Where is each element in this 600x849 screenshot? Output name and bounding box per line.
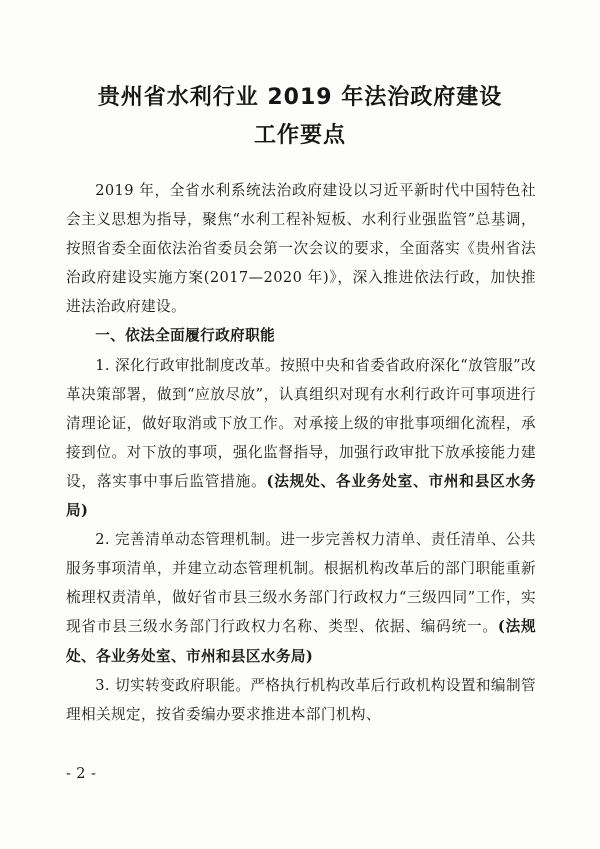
intro-paragraph: 2019 年，全省水利系统法治政府建设以习近平新时代中国特色社会主义思想为指导，聚焦“水利工程补短板、水利行业强监管”总基调，按照省委全面依法治省委员会第一次会议的要求，全面落实《贵州省法治政府建设实施方案(2017—2020 年)》，深入推进依法行政，加快推进法治政府建设。	[66, 182, 536, 316]
document-title-line1: 贵州省水利行业 2019 年法治政府建设	[97, 85, 503, 110]
page-number: - 2 -	[66, 766, 97, 782]
item-1-departments: (法规处、各业务处室、市州和县区水务局)	[66, 472, 536, 520]
item-2-paragraph	[66, 525, 536, 670]
section-heading: 一、依法全面履行政府职能	[95, 327, 276, 345]
document-title-line2: 工作要点	[253, 123, 346, 148]
document-body	[66, 176, 536, 729]
item-1-text: 1. 深化行政审批制度改革。按照中央和省委省政府深化“放管服”改革决策部署，做到“应放尽放”，认真组织对现有水利行政许可事项进行清理论证，做好取消或下放工作。对承接上级的审批事项细化流程，承接到位。对下放的事项，强化监督指导，加强行政审批下放承接能力建设，落实事中事后监管措施。	[66, 356, 536, 490]
item-3-paragraph: 3. 切实转变政府职能。严格执行机构改革后行政机构设置和编制管理相关规定，按省委编办要求推进本部门机构、	[66, 676, 536, 723]
item-2-text: 2. 完善清单动态管理机制。进一步完善权力清单、责任清单、公共服务事项清单，并建立动态管理机制。根据机构改革后的部门职能重新梳理权责清单，做好省市县三级水务部门行政权力“三级四同”工作，实现省市县三级水务部门行政权力名称、类型、依据、编码统一。	[66, 531, 536, 636]
item-2-departments: (法规处、各业务处室、市州和县区水务局)	[66, 618, 536, 665]
item-1-paragraph	[66, 351, 536, 526]
